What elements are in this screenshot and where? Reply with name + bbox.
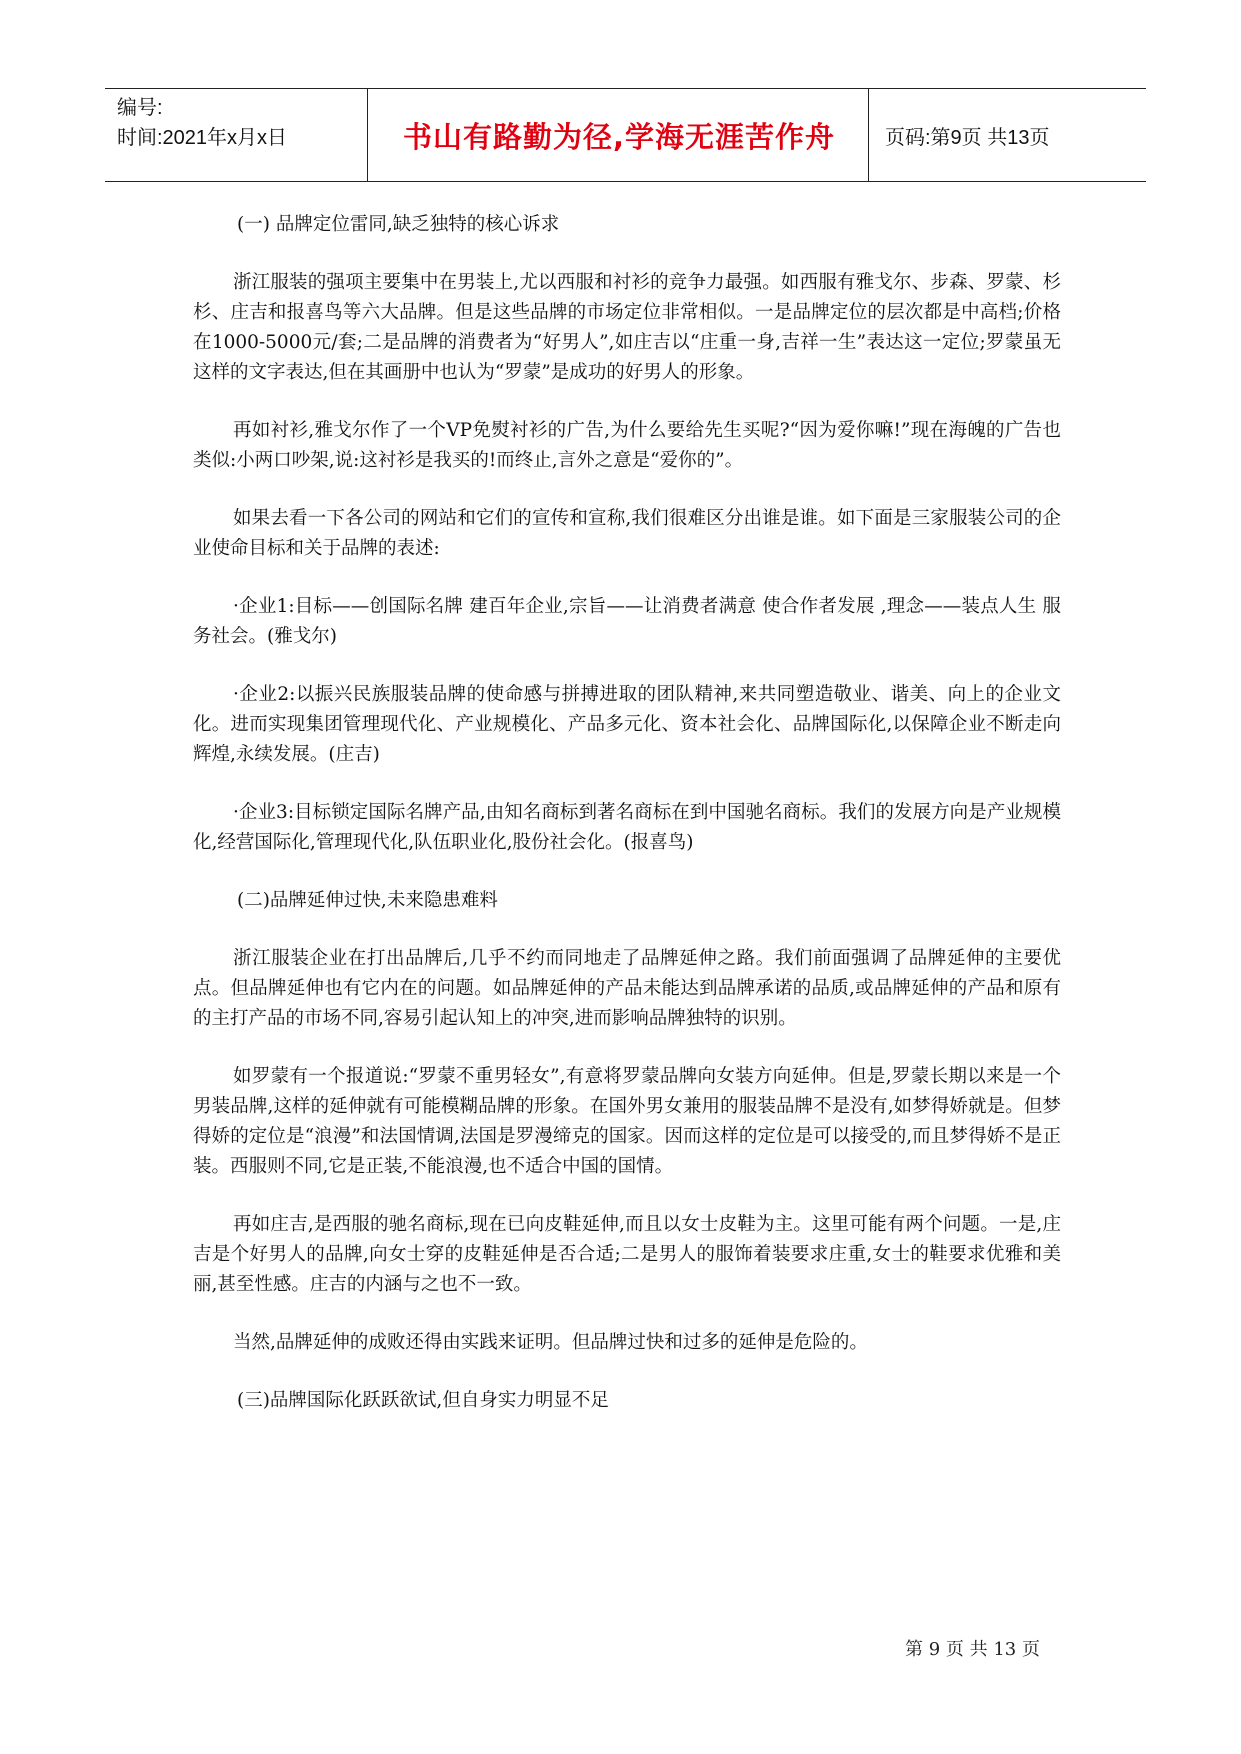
document-number-label: 编号: xyxy=(117,97,163,119)
section-heading-2: (二)品牌延伸过快,未来隐患难料 xyxy=(237,890,498,911)
paragraph-8: 如罗蒙有一个报道说:“罗蒙不重男轻女”,有意将罗蒙品牌向女装方向延伸。但是,罗蒙长期以来是一个男装品牌,这样的延伸就有可能模糊品牌的形象。在国外男女兼用的服装品牌不是没有,如梦得娇就是。但梦得娇的定位是“浪漫”和法国情调,法国是罗漫缔克的国家。因而这样的定位是可以接受的,而且梦得娇不是正装。西服则不同,它是正装,不能浪漫,也不适合中国的国情。 xyxy=(193,1066,1061,1177)
paragraph-5: ·企业2:以振兴民族服装品牌的使命感与拼搏进取的团队精神,来共同塑造敬业、谐美、向上的企业文化。进而实现集团管理现代化、产业规模化、产品多元化、资本社会化、品牌国际化,以保障企业不断走向辉煌,永续发展。(庄吉) xyxy=(193,684,1061,765)
header-divider-right xyxy=(868,89,869,181)
paragraph-10: 当然,品牌延伸的成败还得由实践来证明。但品牌过快和过多的延伸是危险的。 xyxy=(233,1332,868,1353)
paragraph-3: 如果去看一下各公司的网站和它们的宣传和宣称,我们很难区分出谁是谁。如下面是三家服装公司的企业使命目标和关于品牌的表述: xyxy=(193,508,1061,559)
section-heading-1: (一) 品牌定位雷同,缺乏独特的核心诉求 xyxy=(237,214,560,235)
paragraph-9: 再如庄吉,是西服的驰名商标,现在已向皮鞋延伸,而且以女士皮鞋为主。这里可能有两个问题。一是,庄吉是个好男人的品牌,向女士穿的皮鞋延伸是否合适;二是男人的服饰着装要求庄重,女士的鞋要求优雅和美丽,甚至性感。庄吉的内涵与之也不一致。 xyxy=(193,1214,1061,1295)
document-time-label: 时间:2021年x月x日 xyxy=(117,127,288,149)
paragraph-7: 浙江服装企业在打出品牌后,几乎不约而同地走了品牌延伸之路。我们前面强调了品牌延伸的主要优点。但品牌延伸也有它内在的问题。如品牌延伸的产品未能达到品牌承诺的品质,或品牌延伸的产品和原有的主打产品的市场不同,容易引起认知上的冲突,进而影响品牌独特的识别。 xyxy=(193,948,1061,1029)
paragraph-1: 浙江服装的强项主要集中在男装上,尤以西服和衬衫的竞争力最强。如西服有雅戈尔、步森、罗蒙、杉杉、庄吉和报喜鸟等六大品牌。但是这些品牌的市场定位非常相似。一是品牌定位的层次都是中高档;价格在1000-5000元/套;二是品牌的消费者为“好男人”,如庄吉以“庄重一身,吉祥一生”表达这一定位;罗蒙虽无这样的文字表达,但在其画册中也认为“罗蒙”是成功的好男人的形象。 xyxy=(193,272,1061,383)
header-page-label: 页码:第9页 共13页 xyxy=(885,126,1050,149)
header-motto: 书山有路勤为径,学海无涯苦作舟 xyxy=(402,119,836,154)
document-body xyxy=(193,210,1061,1444)
paragraph-4: ·企业1:目标——创国际名牌 建百年企业,宗旨——让消费者满意 使合作者发展 ,理念——装点人生 服务社会。(雅戈尔) xyxy=(193,596,1061,647)
page-header xyxy=(105,88,1146,182)
section-heading-3: (三)品牌国际化跃跃欲试,但自身实力明显不足 xyxy=(237,1390,609,1411)
header-divider-left xyxy=(367,89,368,181)
page-footer-number: 第 9 页 共 13 页 xyxy=(905,1639,1040,1660)
paragraph-6: ·企业3:目标锁定国际名牌产品,由知名商标到著名商标在到中国驰名商标。我们的发展方向是产业规模化,经营国际化,管理现代化,队伍职业化,股份社会化。(报喜鸟) xyxy=(193,802,1061,853)
paragraph-2: 再如衬衫,雅戈尔作了一个VP免熨衬衫的广告,为什么要给先生买呢?“因为爱你嘛!”现在海魄的广告也类似:小两口吵架,说:这衬衫是我买的!而终止,言外之意是“爱你的”。 xyxy=(193,420,1061,471)
header-meta xyxy=(117,93,287,153)
